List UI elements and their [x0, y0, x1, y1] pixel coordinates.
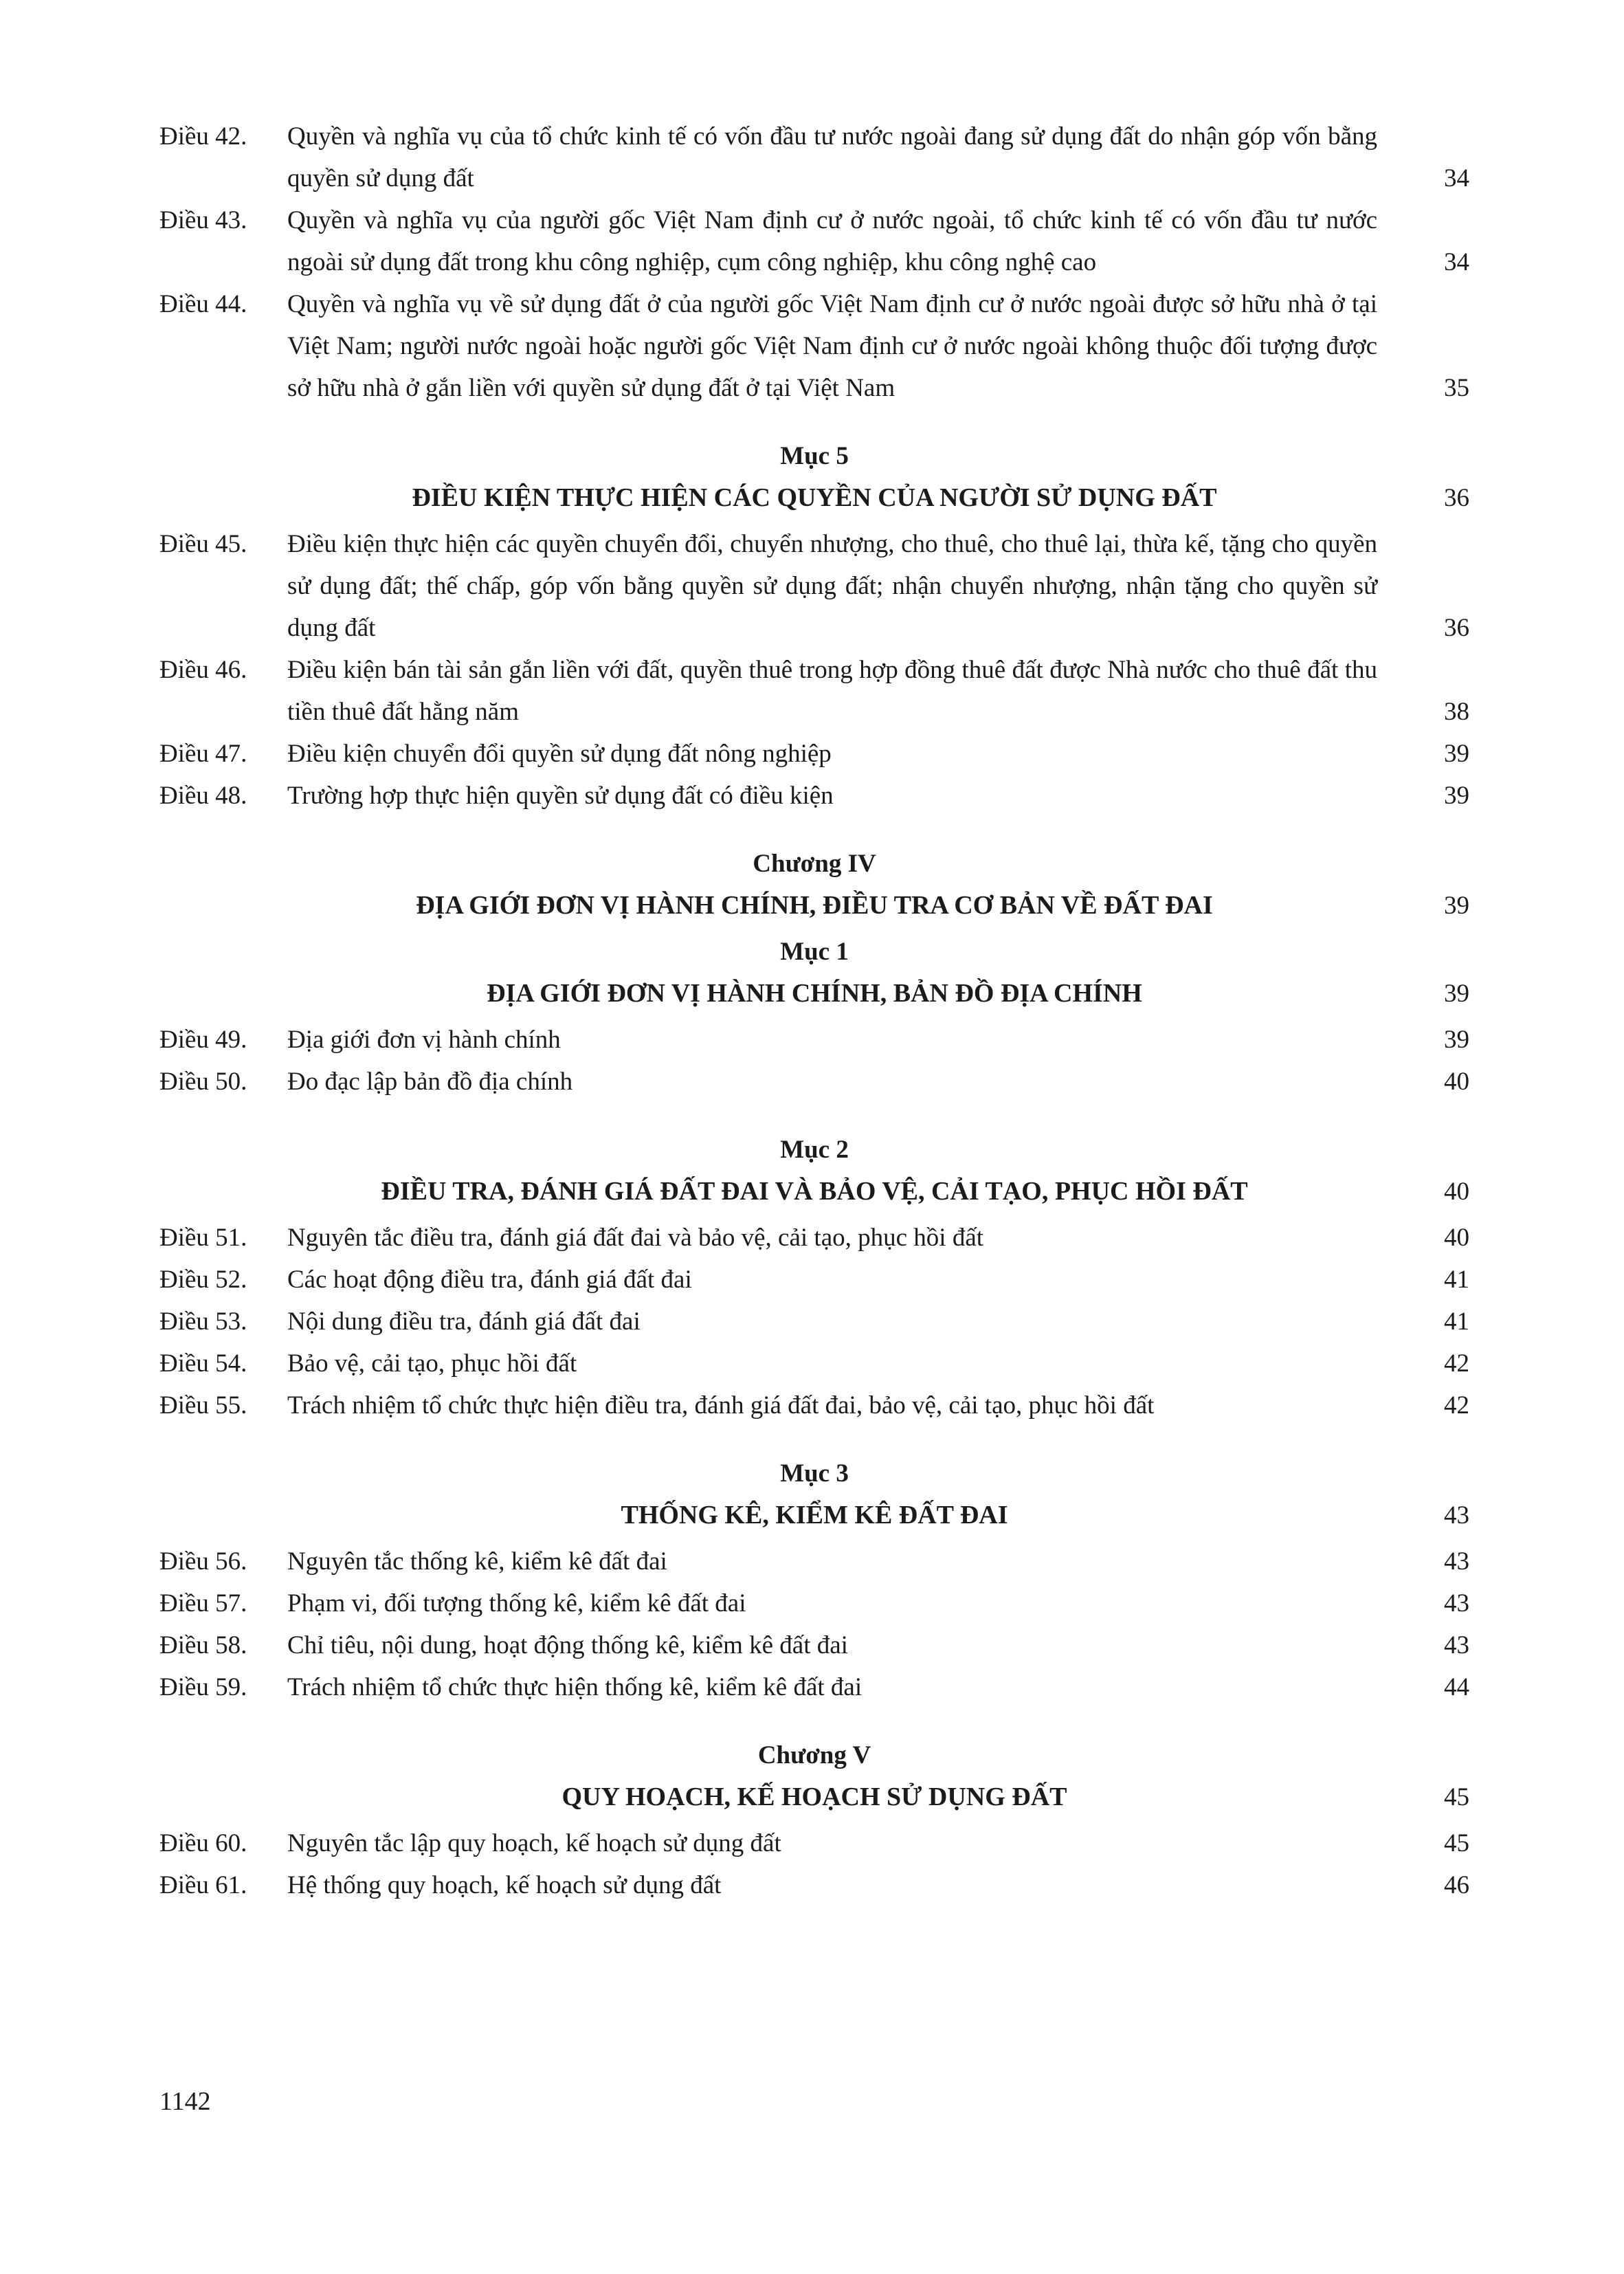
toc-entry: [159, 523, 1469, 649]
toc-entry: [159, 1822, 1469, 1864]
entry-page-number: 43: [1444, 1631, 1469, 1659]
heading-title: ĐỊA GIỚI ĐƠN VỊ HÀNH CHÍNH, BẢN ĐỒ ĐỊA CHÍNH: [487, 979, 1142, 1008]
heading-title: QUY HOẠCH, KẾ HOẠCH SỬ DỤNG ĐẤT: [561, 1782, 1067, 1811]
entry-page-number: 42: [1444, 1391, 1469, 1420]
heading-title: ĐIỀU KIỆN THỰC HIỆN CÁC QUYỀN CỦA NGƯỜI SỬ DỤNG ĐẤT: [412, 483, 1217, 512]
heading-page-number: 36: [1444, 484, 1469, 512]
toc-entry: [159, 1061, 1469, 1103]
toc-entry: [159, 1582, 1469, 1624]
toc-entry: [159, 1301, 1469, 1343]
entry-label: Điều 46.: [159, 656, 247, 684]
footer-page-number: 1142: [159, 2087, 211, 2116]
heading-title-row: [159, 1494, 1469, 1536]
toc-entry: [159, 1343, 1469, 1384]
heading-kicker: Mục 3: [780, 1459, 849, 1488]
heading-kicker: Mục 1: [780, 938, 849, 966]
entry-text: Điều kiện thực hiện các quyền chuyển đổi, chuyển nhượng, cho thuê, cho thuê lại, thừa kế, tặng cho quyền sử dụng đất; thế chấp, góp vốn bằng quyền sử dụng đất; nhận chuyển nhượng, nhận tặng cho quyền sử dụng đất: [287, 530, 1377, 642]
entry-page-number: 39: [1444, 740, 1469, 768]
entry-label: Điều 59.: [159, 1673, 247, 1701]
heading-page-number: 39: [1444, 980, 1469, 1008]
toc-entry: [159, 775, 1469, 817]
toc-entry: [159, 649, 1469, 733]
entry-label: Điều 43.: [159, 206, 247, 234]
heading-kicker: Mục 5: [780, 442, 849, 470]
entry-label: Điều 47.: [159, 740, 247, 768]
toc-entry: [159, 1624, 1469, 1666]
entry-text: Các hoạt động điều tra, đánh giá đất đai: [287, 1266, 692, 1294]
entry-text: Quyền và nghĩa vụ về sử dụng đất ở của người gốc Việt Nam định cư ở nước ngoài được sở hữu nhà ở tại Việt Nam; người nước ngoài hoặc người gốc Việt Nam định cư ở nước ngoài không thuộc đối tượng được sở hữu nhà ở gắn liền với quyền sử dụng đất ở tại Việt Nam: [287, 290, 1377, 402]
entry-page-number: 34: [1444, 248, 1469, 276]
entry-page-number: 44: [1444, 1673, 1469, 1701]
entry-page-number: 34: [1444, 164, 1469, 192]
entry-text: Chỉ tiêu, nội dung, hoạt động thống kê, kiểm kê đất đai: [287, 1631, 848, 1659]
heading-kicker: Mục 2: [780, 1136, 849, 1164]
toc-entry: [159, 1864, 1469, 1906]
entry-page-number: 41: [1444, 1307, 1469, 1336]
entry-page-number: 40: [1444, 1224, 1469, 1252]
entry-text: Địa giới đơn vị hành chính: [287, 1026, 561, 1054]
entry-page-number: 40: [1444, 1068, 1469, 1096]
entry-label: Điều 51.: [159, 1224, 247, 1252]
entry-page-number: 39: [1444, 782, 1469, 810]
toc-entry: [159, 199, 1469, 283]
entry-page-number: 36: [1444, 614, 1469, 642]
entry-text: Hệ thống quy hoạch, kế hoạch sử dụng đất: [287, 1871, 722, 1899]
heading-kicker: Chương V: [757, 1741, 871, 1769]
heading-page-number: 40: [1444, 1178, 1469, 1206]
entry-page-number: 38: [1444, 698, 1469, 726]
entry-page-number: 41: [1444, 1266, 1469, 1294]
toc-entry: [159, 1384, 1469, 1426]
entry-page-number: 43: [1444, 1547, 1469, 1576]
heading-title: ĐIỀU TRA, ĐÁNH GIÁ ĐẤT ĐAI VÀ BẢO VỆ, CẢI TẠO, PHỤC HỒI ĐẤT: [381, 1177, 1248, 1206]
heading-title-row: [159, 1776, 1469, 1818]
entry-text: Đo đạc lập bản đồ địa chính: [287, 1068, 573, 1096]
toc-entry: [159, 733, 1469, 775]
toc-entry: [159, 1666, 1469, 1708]
entry-text: Quyền và nghĩa vụ của người gốc Việt Nam định cư ở nước ngoài, tổ chức kinh tế có vốn đầu tư nước ngoài sử dụng đất trong khu công nghiệp, cụm công nghiệp, khu công nghệ cao: [287, 206, 1377, 276]
entry-text: Bảo vệ, cải tạo, phục hồi đất: [287, 1349, 577, 1378]
heading-page-number: 39: [1444, 892, 1469, 920]
entry-label: Điều 53.: [159, 1307, 247, 1336]
entry-page-number: 35: [1444, 374, 1469, 402]
toc-entry: [159, 283, 1469, 409]
toc-entry: [159, 1217, 1469, 1259]
entry-label: Điều 56.: [159, 1547, 247, 1576]
heading-page-number: 45: [1444, 1783, 1469, 1811]
heading-title-row: [159, 1171, 1469, 1213]
entry-label: Điều 44.: [159, 290, 247, 318]
entry-text: Nguyên tắc điều tra, đánh giá đất đai và bảo vệ, cải tạo, phục hồi đất: [287, 1224, 984, 1252]
entry-label: Điều 48.: [159, 782, 247, 810]
entry-label: Điều 49.: [159, 1026, 247, 1054]
section-heading: [159, 931, 1469, 1015]
entry-text: Nội dung điều tra, đánh giá đất đai: [287, 1307, 641, 1336]
heading-title: THỐNG KÊ, KIỂM KÊ ĐẤT ĐAI: [621, 1501, 1008, 1530]
entry-label: Điều 57.: [159, 1589, 247, 1618]
entry-label: Điều 60.: [159, 1829, 247, 1857]
entry-page-number: 46: [1444, 1871, 1469, 1899]
section-heading: [159, 1129, 1469, 1213]
toc-page: [159, 115, 1469, 1906]
section-heading: [159, 843, 1469, 927]
heading-page-number: 43: [1444, 1501, 1469, 1530]
toc-entry: [159, 115, 1469, 199]
entry-text: Điều kiện chuyển đổi quyền sử dụng đất nông nghiệp: [287, 740, 832, 768]
toc-entry: [159, 1019, 1469, 1061]
section-heading: [159, 435, 1469, 519]
entry-label: Điều 55.: [159, 1391, 247, 1420]
entry-label: Điều 58.: [159, 1631, 247, 1659]
entry-text: Nguyên tắc lập quy hoạch, kế hoạch sử dụng đất: [287, 1829, 781, 1857]
entry-label: Điều 61.: [159, 1871, 247, 1899]
entry-page-number: 43: [1444, 1589, 1469, 1618]
entry-text: Phạm vi, đối tượng thống kê, kiểm kê đất đai: [287, 1589, 746, 1618]
entry-label: Điều 45.: [159, 530, 247, 558]
entry-text: Trường hợp thực hiện quyền sử dụng đất có điều kiện: [287, 782, 834, 810]
entry-label: Điều 52.: [159, 1266, 247, 1294]
entry-page-number: 45: [1444, 1829, 1469, 1857]
heading-title-row: [159, 973, 1469, 1015]
heading-title-row: [159, 885, 1469, 927]
heading-kicker: Chương IV: [753, 850, 876, 878]
section-heading: [159, 1734, 1469, 1818]
entry-page-number: 42: [1444, 1349, 1469, 1378]
toc-entry: [159, 1259, 1469, 1301]
toc-list: [159, 115, 1469, 1906]
entry-text: Trách nhiệm tổ chức thực hiện thống kê, kiểm kê đất đai: [287, 1673, 863, 1701]
toc-entry: [159, 1541, 1469, 1582]
entry-label: Điều 42.: [159, 122, 247, 151]
section-heading: [159, 1453, 1469, 1536]
entry-text: Nguyên tắc thống kê, kiểm kê đất đai: [287, 1547, 667, 1576]
entry-page-number: 39: [1444, 1026, 1469, 1054]
heading-title: ĐỊA GIỚI ĐƠN VỊ HÀNH CHÍNH, ĐIỀU TRA CƠ BẢN VỀ ĐẤT ĐAI: [416, 891, 1213, 920]
entry-text: Trách nhiệm tổ chức thực hiện điều tra, đánh giá đất đai, bảo vệ, cải tạo, phục hồi đất: [287, 1391, 1155, 1420]
entry-label: Điều 50.: [159, 1068, 247, 1096]
entry-text: Điều kiện bán tài sản gắn liền với đất, quyền thuê trong hợp đồng thuê đất được Nhà nước cho thuê đất thu tiền thuê đất hằng năm: [287, 656, 1377, 726]
heading-title-row: [159, 477, 1469, 519]
entry-text: Quyền và nghĩa vụ của tổ chức kinh tế có vốn đầu tư nước ngoài đang sử dụng đất do nhận góp vốn bằng quyền sử dụng đất: [287, 122, 1377, 192]
entry-label: Điều 54.: [159, 1349, 247, 1378]
